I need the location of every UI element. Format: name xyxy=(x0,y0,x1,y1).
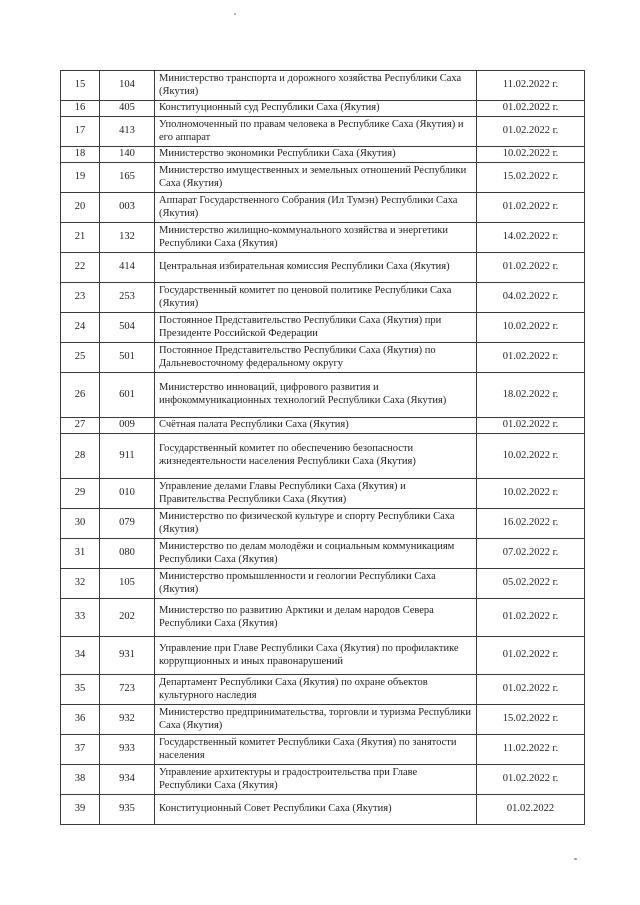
row-number: 27 xyxy=(61,418,100,434)
organization-name: Счётная палата Республики Саха (Якутия) xyxy=(155,418,477,434)
table-row xyxy=(61,253,585,283)
table-row xyxy=(61,418,585,434)
submission-date: 01.02.2022 г. xyxy=(477,101,585,117)
submission-date: 01.02.2022 г. xyxy=(477,675,585,705)
organization-name: Министерство экономики Республики Саха (Якутия) xyxy=(155,147,477,163)
submission-date: 01.02.2022 г. xyxy=(477,117,585,147)
table-row xyxy=(61,223,585,253)
department-code: 911 xyxy=(100,434,155,479)
row-number: 16 xyxy=(61,101,100,117)
department-code: 504 xyxy=(100,313,155,343)
organization-name: Управление делами Главы Республики Саха (Якутия) и Правительства Республики Саха (Якутия) xyxy=(155,479,477,509)
department-code: 079 xyxy=(100,509,155,539)
department-code: 414 xyxy=(100,253,155,283)
table-row xyxy=(61,705,585,735)
organization-name: Конституционный суд Республики Саха (Якутия) xyxy=(155,101,477,117)
scan-speck-top xyxy=(234,13,236,15)
submission-date: 01.02.2022 г. xyxy=(477,637,585,675)
organization-name: Департамент Республики Саха (Якутия) по охране объектов культурного наследия xyxy=(155,675,477,705)
row-number: 19 xyxy=(61,163,100,193)
table-row xyxy=(61,71,585,101)
organization-name: Министерство по делам молодёжи и социальным коммуникациям Республики Саха (Якутия) xyxy=(155,539,477,569)
row-number: 37 xyxy=(61,735,100,765)
department-code: 140 xyxy=(100,147,155,163)
table-row xyxy=(61,637,585,675)
table-row xyxy=(61,343,585,373)
department-code: 501 xyxy=(100,343,155,373)
department-code: 003 xyxy=(100,193,155,223)
department-code: 132 xyxy=(100,223,155,253)
table-row xyxy=(61,599,585,637)
table-row xyxy=(61,283,585,313)
department-code: 723 xyxy=(100,675,155,705)
submission-date: 01.02.2022 xyxy=(477,795,585,825)
department-code: 165 xyxy=(100,163,155,193)
row-number: 39 xyxy=(61,795,100,825)
organization-name: Управление архитектуры и градостроительства при Главе Республики Саха (Якутия) xyxy=(155,765,477,795)
table-row xyxy=(61,193,585,223)
organization-name: Государственный комитет Республики Саха (Якутия) по занятости населения xyxy=(155,735,477,765)
submission-date: 01.02.2022 г. xyxy=(477,599,585,637)
submission-date: 01.02.2022 г. xyxy=(477,253,585,283)
registry-table xyxy=(60,70,585,825)
row-number: 20 xyxy=(61,193,100,223)
department-code: 405 xyxy=(100,101,155,117)
table-row xyxy=(61,735,585,765)
row-number: 30 xyxy=(61,509,100,539)
department-code: 104 xyxy=(100,71,155,101)
organization-name: Постоянное Представительство Республики Саха (Якутия) при Президенте Российской Федерации xyxy=(155,313,477,343)
organization-name: Центральная избирательная комиссия Республики Саха (Якутия) xyxy=(155,253,477,283)
submission-date: 10.02.2022 г. xyxy=(477,479,585,509)
submission-date: 15.02.2022 г. xyxy=(477,163,585,193)
organization-name: Министерство инноваций, цифрового развития и инфокоммуникационных технологий Республики Саха (Якутия) xyxy=(155,373,477,418)
row-number: 32 xyxy=(61,569,100,599)
department-code: 202 xyxy=(100,599,155,637)
row-number: 33 xyxy=(61,599,100,637)
submission-date: 18.02.2022 г. xyxy=(477,373,585,418)
department-code: 253 xyxy=(100,283,155,313)
row-number: 23 xyxy=(61,283,100,313)
department-code: 080 xyxy=(100,539,155,569)
table-row xyxy=(61,434,585,479)
row-number: 15 xyxy=(61,71,100,101)
table-row xyxy=(61,509,585,539)
row-number: 28 xyxy=(61,434,100,479)
submission-date: 07.02.2022 г. xyxy=(477,539,585,569)
submission-date: 10.02.2022 г. xyxy=(477,313,585,343)
department-code: 010 xyxy=(100,479,155,509)
row-number: 29 xyxy=(61,479,100,509)
department-code: 413 xyxy=(100,117,155,147)
department-code: 009 xyxy=(100,418,155,434)
organization-name: Министерство промышленности и геологии Республики Саха (Якутия) xyxy=(155,569,477,599)
submission-date: 04.02.2022 г. xyxy=(477,283,585,313)
organization-name: Управление при Главе Республики Саха (Якутия) по профилактике коррупционных и иных правонарушений xyxy=(155,637,477,675)
row-number: 22 xyxy=(61,253,100,283)
submission-date: 01.02.2022 г. xyxy=(477,343,585,373)
submission-date: 11.02.2022 г. xyxy=(477,735,585,765)
organization-name: Министерство по физической культуре и спорту Республики Саха (Якутия) xyxy=(155,509,477,539)
department-code: 932 xyxy=(100,705,155,735)
table-row xyxy=(61,101,585,117)
submission-date: 10.02.2022 г. xyxy=(477,434,585,479)
submission-date: 10.02.2022 г. xyxy=(477,147,585,163)
table-row xyxy=(61,117,585,147)
row-number: 17 xyxy=(61,117,100,147)
department-code: 931 xyxy=(100,637,155,675)
table-row xyxy=(61,147,585,163)
submission-date: 14.02.2022 г. xyxy=(477,223,585,253)
row-number: 21 xyxy=(61,223,100,253)
table-row xyxy=(61,163,585,193)
submission-date: 15.02.2022 г. xyxy=(477,705,585,735)
organization-name: Министерство предпринимательства, торговли и туризма Республики Саха (Якутия) xyxy=(155,705,477,735)
table-row xyxy=(61,373,585,418)
submission-date: 05.02.2022 г. xyxy=(477,569,585,599)
submission-date: 11.02.2022 г. xyxy=(477,71,585,101)
organization-name: Постоянное Представительство Республики Саха (Якутия) по Дальневосточному федеральному округу xyxy=(155,343,477,373)
organization-name: Государственный комитет по ценовой политике Республики Саха (Якутия) xyxy=(155,283,477,313)
row-number: 18 xyxy=(61,147,100,163)
submission-date: 01.02.2022 г. xyxy=(477,418,585,434)
table-row xyxy=(61,795,585,825)
row-number: 24 xyxy=(61,313,100,343)
row-number: 31 xyxy=(61,539,100,569)
department-code: 105 xyxy=(100,569,155,599)
department-code: 935 xyxy=(100,795,155,825)
table-row xyxy=(61,539,585,569)
row-number: 38 xyxy=(61,765,100,795)
table-row xyxy=(61,479,585,509)
table-row xyxy=(61,765,585,795)
organization-name: Министерство транспорта и дорожного хозяйства Республики Саха (Якутия) xyxy=(155,71,477,101)
table-row xyxy=(61,675,585,705)
organization-name: Аппарат Государственного Собрания (Ил Тумэн) Республики Саха (Якутия) xyxy=(155,193,477,223)
organization-name: Министерство жилищно-коммунального хозяйства и энергетики Республики Саха (Якутия) xyxy=(155,223,477,253)
table-row xyxy=(61,313,585,343)
organization-name: Государственный комитет по обеспечению безопасности жизнедеятельности населения Республики Саха (Якутия) xyxy=(155,434,477,479)
row-number: 36 xyxy=(61,705,100,735)
submission-date: 01.02.2022 г. xyxy=(477,765,585,795)
organization-name: Министерство по развитию Арктики и делам народов Севера Республики Саха (Якутия) xyxy=(155,599,477,637)
department-code: 934 xyxy=(100,765,155,795)
row-number: 25 xyxy=(61,343,100,373)
department-code: 933 xyxy=(100,735,155,765)
scan-speck-bottom xyxy=(574,858,577,860)
organization-name: Министерство имущественных и земельных отношений Республики Саха (Якутия) xyxy=(155,163,477,193)
row-number: 34 xyxy=(61,637,100,675)
row-number: 26 xyxy=(61,373,100,418)
department-code: 601 xyxy=(100,373,155,418)
registry-table-body xyxy=(61,71,585,825)
table-row xyxy=(61,569,585,599)
row-number: 35 xyxy=(61,675,100,705)
submission-date: 16.02.2022 г. xyxy=(477,509,585,539)
organization-name: Уполномоченный по правам человека в Республике Саха (Якутия) и его аппарат xyxy=(155,117,477,147)
organization-name: Конституционный Совет Республики Саха (Якутия) xyxy=(155,795,477,825)
submission-date: 01.02.2022 г. xyxy=(477,193,585,223)
